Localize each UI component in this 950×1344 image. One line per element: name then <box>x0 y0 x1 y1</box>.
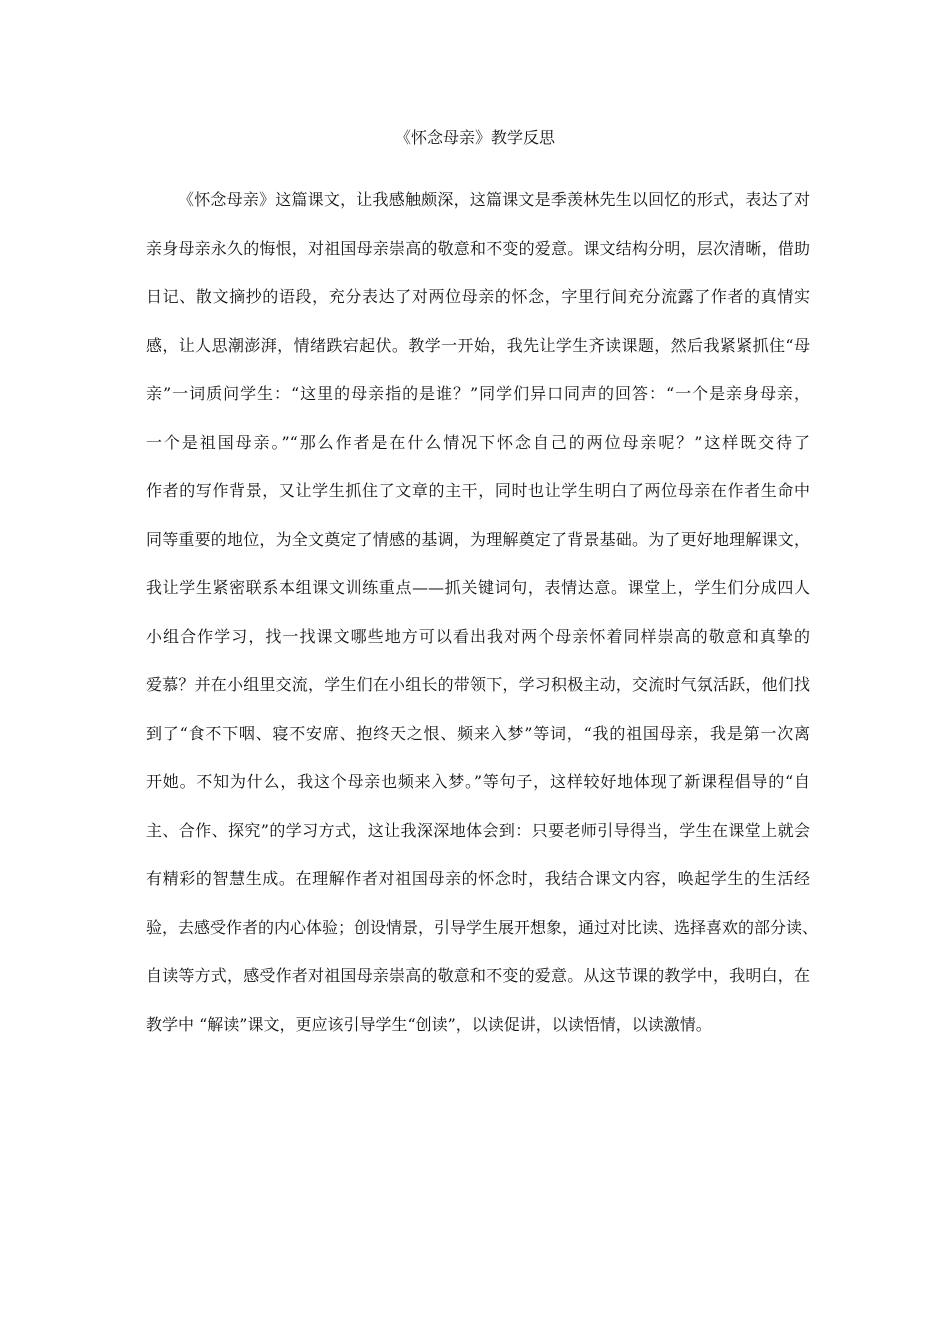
document-title: 《怀念母亲》教学反思 <box>394 128 555 147</box>
body-line: 一个是祖国母亲。”“那么作者是在什么情况下怀念自己的两位母亲呢？”这样既交待了 <box>146 432 810 452</box>
body-line: 自读等方式，感受作者对祖国母亲崇高的敬意和不变的爱意。从这节课的教学中，我明白，在 <box>146 966 810 985</box>
body-line: 开她。不知为什么，我这个母亲也频来入梦。”等句子，这样较好地体现了新课程倡导的“自 <box>146 772 810 791</box>
body-line: 验，去感受作者的内心体验；创设情景，引导学生展开想象，通过对比读、选择喜欢的部分读、 <box>146 917 819 937</box>
body-line: 日记、散文摘抄的语段，充分表达了对两位母亲的怀念，字里行间充分流露了作者的真情实 <box>146 287 810 306</box>
body-line: 感，让人思潮澎湃，情绪跌宕起伏。教学一开始，我先让学生齐读课题，然后我紧紧抓住“母 <box>146 335 810 355</box>
body-line: 亲身母亲永久的悔恨，对祖国母亲崇高的敬意和不变的爱意。课文结构分明，层次清晰，借助 <box>146 238 810 258</box>
body-line: 作者的写作背景，又让学生抓住了文章的主干，同时也让学生明白了两位母亲在作者生命中 <box>146 481 810 500</box>
body-line: 同等重要的地位，为全文奠定了情感的基调，为理解奠定了背景基础。为了更好地理解课文， <box>146 529 810 549</box>
body-line: 到了“食不下咽、寝不安席、抱终天之恨、频来入梦”等词，“我的祖国母亲，我是第一次离 <box>146 723 810 743</box>
body-line: 主、合作、探究”的学习方式，这让我深深地体会到：只要老师引导得当，学生在课堂上就会 <box>146 820 810 840</box>
body-line: 有精彩的智慧生成。在理解作者对祖国母亲的怀念时，我结合课文内容，唤起学生的生活经 <box>146 869 810 888</box>
body-line: 教学中 “解读”课文，更应该引导学生“创读”，以读促讲，以读悟情，以读激情。 <box>146 1014 712 1034</box>
body-line: 小组合作学习，找一找课文哪些地方可以看出我对两个母亲怀着同样崇高的敬意和真挚的 <box>146 626 810 646</box>
document-body <box>146 187 819 1060</box>
body-line: 亲”一词质问学生：“这里的母亲指的是谁？”同学们异口同声的回答：“一个是亲身母亲， <box>146 384 810 403</box>
body-line: 爱慕？并在小组里交流，学生们在小组长的带领下，学习积极主动，交流时气氛活跃，他们找 <box>146 675 810 694</box>
body-line: 我让学生紧密联系本组课文训练重点——抓关键词句，表情达意。课堂上，学生们分成四人 <box>146 578 810 597</box>
body-line: 《怀念母亲》这篇课文，让我感触颇深，这篇课文是季羡林先生以回忆的形式，表达了对 <box>178 190 810 209</box>
